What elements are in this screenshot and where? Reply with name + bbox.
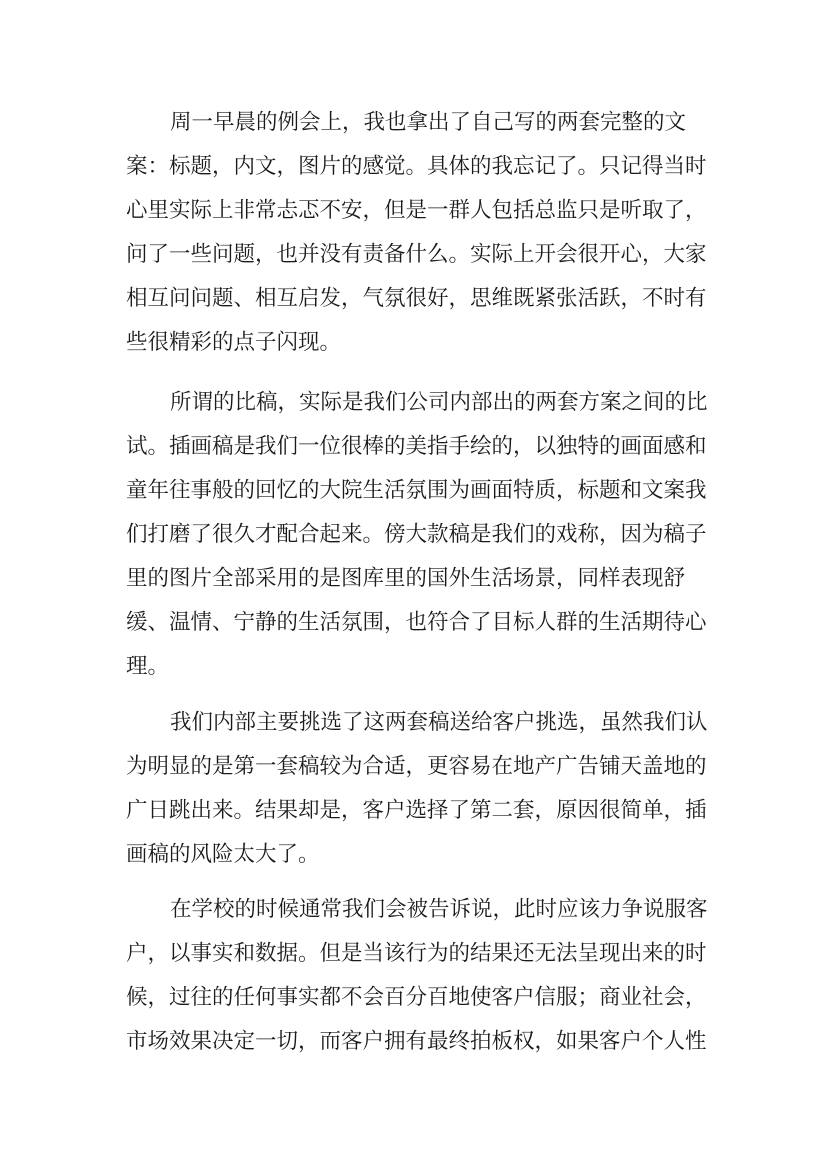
paragraph-1 bbox=[126, 101, 707, 365]
text-line: 候，过往的任何事实都不会百分百地使客户信服；商业社会， bbox=[126, 985, 707, 1010]
text-line: 我们内部主要挑选了这两套稿送给客户挑选，虽然我们认 bbox=[170, 710, 708, 735]
text-line: 理。 bbox=[126, 654, 170, 679]
text-line: 心里实际上非常忐忑不安，但是一群人包括总监只是听取了， bbox=[126, 198, 707, 223]
text-line: 童年往事般的回忆的大院生活氛围为画面特质，标题和文案我 bbox=[126, 478, 707, 503]
text-line: 试。插画稿是我们一位很棒的美指手绘的，以独特的画面感和 bbox=[126, 434, 707, 459]
text-line: 问了一些问题，也并没有责备什么。实际上开会很开心，大家 bbox=[126, 242, 707, 267]
paragraph-4 bbox=[126, 888, 708, 1064]
text-line: 们打磨了很久才配合起来。傍大款稿是我们的戏称，因为稿子 bbox=[126, 522, 707, 547]
text-line: 市场效果决定一切，而客户拥有最终拍板权，如果客户个人性 bbox=[126, 1029, 707, 1054]
text-line: 户，以事实和数据。但是当该行为的结果还无法呈现出来的时 bbox=[126, 941, 707, 966]
text-line: 周一早晨的例会上，我也拿出了自己写的两套完整的文 bbox=[170, 110, 687, 135]
text-line: 案：标题，内文，图片的感觉。具体的我忘记了。只记得当时 bbox=[126, 154, 707, 179]
paragraph-3 bbox=[126, 701, 708, 877]
text-line: 相互问问题、相互启发，气氛很好，思维既紧张活跃，不时有 bbox=[126, 286, 707, 311]
text-line: 为明显的是第一套稿较为合适，更容易在地产广告铺天盖地的 bbox=[126, 754, 707, 779]
text-line: 画稿的风险太大了。 bbox=[126, 842, 320, 867]
paragraph-2 bbox=[126, 381, 708, 689]
text-line: 里的图片全部采用的是图库里的国外生活场景，同样表现舒 bbox=[126, 566, 686, 591]
text-line: 缓、温情、宁静的生活氛围，也符合了目标人群的生活期待心 bbox=[126, 610, 707, 635]
text-line: 些很精彩的点子闪现。 bbox=[126, 330, 342, 355]
text-line: 在学校的时候通常我们会被告诉说，此时应该力争说服客 bbox=[170, 897, 708, 922]
text-line: 广日跳出来。结果却是，客户选择了第二套，原因很简单，插 bbox=[126, 798, 707, 823]
text-line: 所谓的比稿，实际是我们公司内部出的两套方案之间的比 bbox=[170, 390, 708, 415]
